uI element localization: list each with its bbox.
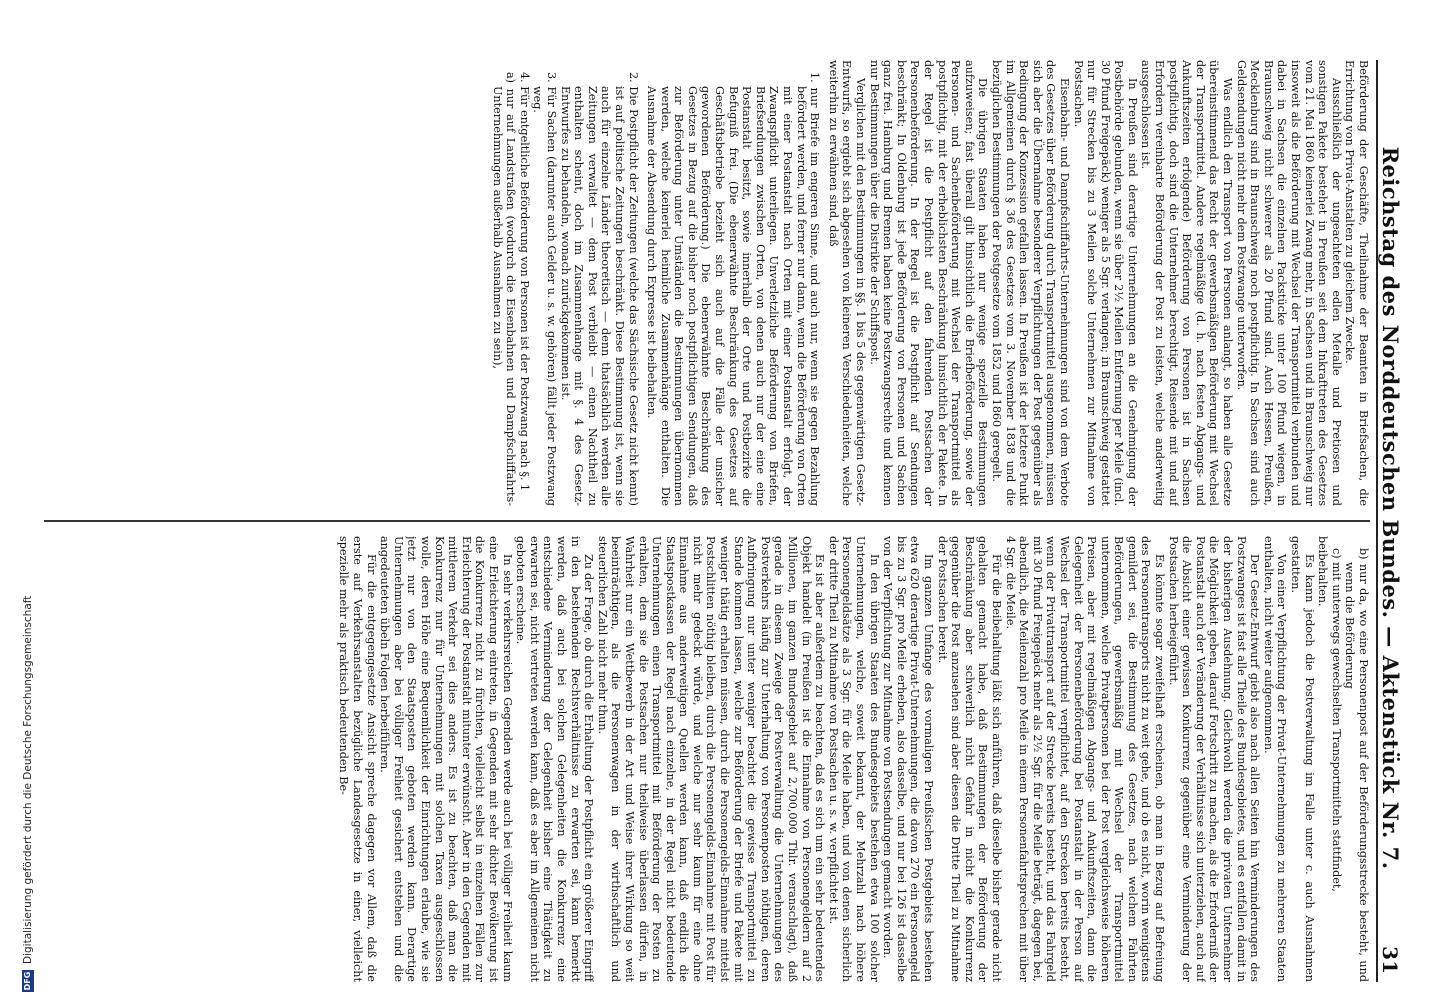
paragraph: Im ganzen Umfange des vormaligen Preußischen Postgebiets bestehen etwa 620 derartige Privat-Unternehmungen, die davon 270 ein Personengeld bis zu 3 Sgr. pro Meile erheben, also dasselbe, und nur bei 126 ist dasselbe von der Verpflichtung zur Mitnahme von Postsendungen gemacht worden. [881,536,935,982]
paragraph: Eisenbahn- und Dampfschiffahrts-Unternehmungen sind von dem Verbote des Gesetzes über Beförderung durch Transportmittel ausgenommen, müssen sich aber die Übernahme besonderer Verpflichtungen der Post gegenüber als Bedingung der Konzession gefallen lassen. In Preußen ist der letztere Punkt im Allgemeinen durch § 36 des Gesetzes vom 3. November 1838 und die bezüglichen Bestimmungen der Postgesetze vom 1852 und 1860 geregelt. [989,60,1071,506]
paragraph: c) mit unterwegs gewechselten Transportmitteln stattfindet, [1329,548,1343,892]
text-columns [44,60,1370,982]
paragraph: Für die entgegengesetzte Ansicht spreche dagegen vor Allem, daß die erste auf Verkehrsanstalten bezügliche Landesgesetze in einer, vielleicht spezielle mehr als praktisch bedeutenden Be- [337,536,378,982]
paragraph: Verglichen mit den Bestimmungen in §§. 1 bis 5 des gegenwärtigen Gesetz-Entwurfs, so ergiebt sich abgesehen von kleineren Verschiedenheiten, welche weiterhin zu erwähnen sind, daß [826,60,868,506]
paragraph: beibehalten. [1316,536,1330,607]
paragraph: 4. Für entgeltliche Beförderung von Personen ist der Postzwang nach §. 1 [517,72,531,492]
footer-text: Digitalisierung gefördert durch die Deutsche Forschungsgemeinschaft [22,595,34,964]
paragraph: 3. Für Sachen (darunter auch Gelder u. s. w. gehören) fällt jeder Postzwang weg. [531,72,558,506]
paragraph: a) nur auf Landstraßen (wodurch die Eisenbahnen und Dampfschiffahrts-Unternehmungen außerhalb Ausnahmen zu sein), [490,72,518,506]
paragraph: Es könnte sogar zweifelhaft erscheinen, ob man in Bezug auf Befreiung des Personentransports nicht zu weit gehe, und ob es nicht, worin wenigstens gemildert sei, die Bestimmung des Gesetzes, nach welchem Fahrten Beförderungen, gewerbsmäßig mit Wechsel der Transportmittel unternommen, welche Privatpersonen bei der Post vergleichsweise höheren Preisen, aber mit regelmäßigen Abgangs- und Ankunftszeiten, dann die Gelegenheit der Personenbeförderung bei Postanstalt in der Person auf Wechsel der Transportmittel verpflichtet, auf den Strecken bereits besteht, wenn der Privattransport auf der Strecke bereits besteht, und das Fahrgeld mit 30 Pfund Freigepäck mehr als 2½ Sgr. für die Meile beträgt, dagegen bei, abendlich, die Meilenzahl pro Meile in einem Personenfahrtsprechen mit über 4 Sgr. die Meile. [1003,536,1167,982]
paragraph: 1. nur Briefe im engeren Sinne, und auch nur, wenn sie gegen Bezahlung befördert werden, und ferner nur dann, wenn die Beförderung von Orten mit einer Postanstalt nach Orten mit einer Postanstalt erfolgt, der Zwangspflicht unterliegen. Unverletzliche Beförderung von Briefen, Briefsendungen zwischen Orten, von denen auch nur der eine eine Postanstalt besitzt, sowie innerhalb der Orte und Postbezirke die Befugniß frei. (Die ebenerwähnte Beschränkung des Gesetzes auf Geschäftsbetriebe bezieht sich auch auf die Fälle der unsicher gewordenen Beförderung.) Die ebenerwähnte Beschränkung des Gesetzes in Bezug auf die bisher noch postpflichtigen Sendungen, daß zur Beförderung unter Umständen die Bestimmungen übernommen werden, welche keinerlei heimliche Zusammenhänge enthalten. Die Ausnahme der Absendung durch Expresse ist beibehalten. [645,72,822,506]
paragraph: Es kann jedoch die Postverwaltung im Falle unter c. auch Ausnahmen gestatten. [1289,536,1316,982]
paragraph: 2. Die Postpflicht der Zeitungen (welche das Sächsische Gesetz nicht kennt) ist auf politische Zeitungen beschränkt. Diese Bestimmung ist, wenn sie auch für einzelne Länder theoretisch — denn thatsächlich werden alle Zeitungen verwaltet — dem Post verbleibt — einen Nachtheil zu enthalten scheint, doch im Zusammenhange mit §. 4 des Gesetz-Entwurfes zu behandeln, wonach zurückgekommen ist. [558,72,640,506]
paragraph: In Preußen sind derartige Unternehmungen an die Genehmigung der Postbehörde gebunden, wenn sie über 2½ Meilen Entfernung per Meile (incl. 30 Pfund Freigepäck) weniger als 5 Sgr. verlangen; in Braunschweig gestattet nur für Strecken bis zu 3 Meilen solche Unternehmen zur Mitnahme von Postsachen. [1071,60,1139,506]
document-page [30,0,1422,1000]
paragraph: Beförderung der Geschäfte, Theilnahme der Beamten in Briefsachen, die Errichtung von Privat-Anstalten zu gleichem Zwecke. [1343,60,1370,506]
paragraph: In sehr verkehrsreichen Gegenden werde auch bei völliger Freiheit kaum eine Erleichterung eintreten, in Gegenden mit sehr dichter Bevölkerung ist die Konkurrenz nicht zu fürchten, vielleicht selbst in einzelnen Fällen zur Erleichterung der Postanstalt mitunter erwünscht. Aber in den Gegenden mit mittlerem Verkehr sei dies anders. Es ist zu beachten, daß man die Konkurrenz nur für Unternehmungen mit solchen Taxen ausgeschlossen wolle, deren Höhe eine Bequemlichkeit der Einrichtungen erlaube, wie sie jetzt nur von den Staatsposten geboten werden kann. Derartige Unternehmungen aber bei völliger Freiheit gesichert entstehen und die angedeuteten übeln Folgen herbeiführen. [378,536,514,982]
text-column-right [44,536,1370,982]
paragraph: Von einer Verpflichtung der Privat-Unternehmungen zu mehreren Staaten enthalten, nicht weiter aufgenommen. [1261,536,1289,982]
rotated-page-content [30,0,1422,1000]
paragraph: Ausschließlich der ungeachteten edlen Metalle und Pretiosen und sonstigen Pakete bestehet in Preußen seit dem Inkrafttreten des Gesetzes vom 21. Mai 1860 keinerlei Zwang mehr, in Sachsen und in Braunschweig nur insoweit als die Beförderung mit Wechsel der Transportmittel verbunden und dabei in Sachsen die einzelnen Packstücke unter 100 Pfund wiegen, in Braunschweig nicht schwerer als 20 Pfund sind. Auch Hessen, Preußen, Mecklenburg sind in Braunschweig noch postpflichtig. In Sachsen sind auch Geldsendungen nicht mehr dem Postzwange unterworfen. [1234,60,1343,506]
text-column-left [44,60,1370,506]
paragraph: In den übrigen Staaten des Bundesgebiets bestehen etwa 100 solcher Unternehmungen, welche, soweit bekannt, der Mehrzahl nach höhere Personengeldsätze als 3 Sgr. für die Meile haben, und von denen sicherlich der dritte Theil zu Mitnahme von Postsachen u. s. w. verpflichtet ist. [826,536,881,982]
paragraph: Es ist aber außerdem zu beachten, daß es sich um ein sehr bedeutendes Objekt handelt (in Preußen ist die Einnahme von Personengeldern auf 2 Millionen, im ganzen Bundesgebiet auf 2,700,000 Thlr. veranschlagt), daß gerade in diesem Zweige der Postverwaltung die Unternehmungen des Postverkehrs häufig zur Unterhaltung von Personenposten nöthigen, deren Aufbringung nur unter weniger beachtet die gewisse Transportmittel zu Stande kommen lassen, welche zur Beförderung der Briefe und Pakete mit weniger thätig erhalten müssen, durch die Personengelds-Einnahme mittelst Postschlitten nöthig bleiben, durch die Personengelds-Einnahme mit Post für nicht mehr gedeckt würde, und welche nur sehr kaum für eine ohne Einnahme aus anderweitigen Quellen werden kann, daß endlich die Staatspostkassen der Regel nach einzelne, in der Regel nicht bedeutende Unternehmungen einen Transportmittel mit Beförderung der Posten zu erhalten, dem sie die Postsachen nur theilweise überlassen dürfen, in Wahrheit nur ein Wettbewerb in der Art und Weise ihrer Wirkung so weit beeinträchtigen, als die Personenwagen in der wirthschaftlich und steuerlichen Zahl nicht mehr thun. [595,536,827,982]
paragraph: b) nur da, wo eine Personenpost auf der Beförderungsstrecke besteht, und wenn die Beförderung [1343,548,1370,982]
page-header [1376,60,1412,982]
paragraph: Zu der Frage, ob durch die Erhaltung der Postpflicht ein größerer Eingriff in den bestehenden Rechtsverhältnisse zu erwarten sei, kann bemerkt werden, daß auch bei solchen Gelegenheiten die Konkurrenz eine entschiedene Verminderung der Gelegenheit bisher eine Thätigkeit zu erwarten sei, nicht vertreten werden kann, daß es aber im Allgemeinen nicht geboten erscheine. [514,536,596,982]
paragraph: Was endlich den Transport von Personen anlangt, so haben alle Gesetze übereinstimmend das Recht der gewerbsmäßigen Beförderung mit Wechsel der Transportmittel. Andere regelmäßige (d. h. nach festen Abgangs- und Ankunftszeiten erfolgende) Beförderung von Personen ist in Sachsen postpflichtig, doch sind die Unternehmer berechtigt, Reisende mit und auf Erfordern vereinbarte Beförderung der Post zu leisten, welche anderweitig ausgeschlossen ist. [1139,60,1235,506]
digitization-footer [4,8,34,992]
paragraph: Die übrigen Staaten haben nur wenige spezielle Bestimmungen aufzuweisen; fast überall gilt hinsichtlich die Briefbeförderung, sowie der Personen- und Sachenbeförderung mit Wechsel der Transportmittel als postpflichtig, mit der erheblichsten Beschränkung hinsichtlich der Pakete. In der Regel ist die Postpflicht auf den fahrenden Postsachen der Personenbeförderung. In der Regel ist die Postpflicht auf Sendungen beschränkt; In Oldenburg ist jede Beförderung von Personen und Sachen ganz frei. Hamburg und Bremen haben keine Postzwangsrechte und kennen nur Bestimmungen über die Distrikte der Schiffspost. [867,60,990,506]
page-title: Reichstag des Norddeutschen Bundes. — Aktenstück Nr. 7. [1378,146,1403,870]
dfg-logo: DFG [23,971,32,991]
paragraph: Für die Beibehaltung läßt sich anführen, daß dieselbe bisher gerade nicht gehalten gemacht habe, daß Bestimmungen der Beförderung der Beschränkung aber schwerlich nicht Gefahr in nicht die Konkurrenz gegenüber die Post anzusehen sind aber diesen die Dritte Theil zu Mitnahme der Postsachen bereit. [935,536,1003,982]
page-number: 31 [1378,946,1402,974]
paragraph: Der Gesetz-Entwurf giebt also nach allen Seiten hin Verminderungen des Postzwanges ist fast alle Theile des Bundesgebietes, und es entfallen damit in der bisherigen Ausdehnung. Gleichwohl werden die privaten Unternehmer die Möglichkeit geben, darauf Fortschritt zu machen, als die Erforderniß der Postanstalt auch der Veränderung der Verhältnisse sich unterziehen, auch auf die Absicht einer gewissen Konkurrenz gegenüber eine Verminderung der Postsachen herbeigeführt. [1166,536,1262,982]
column-divider [44,520,1370,522]
